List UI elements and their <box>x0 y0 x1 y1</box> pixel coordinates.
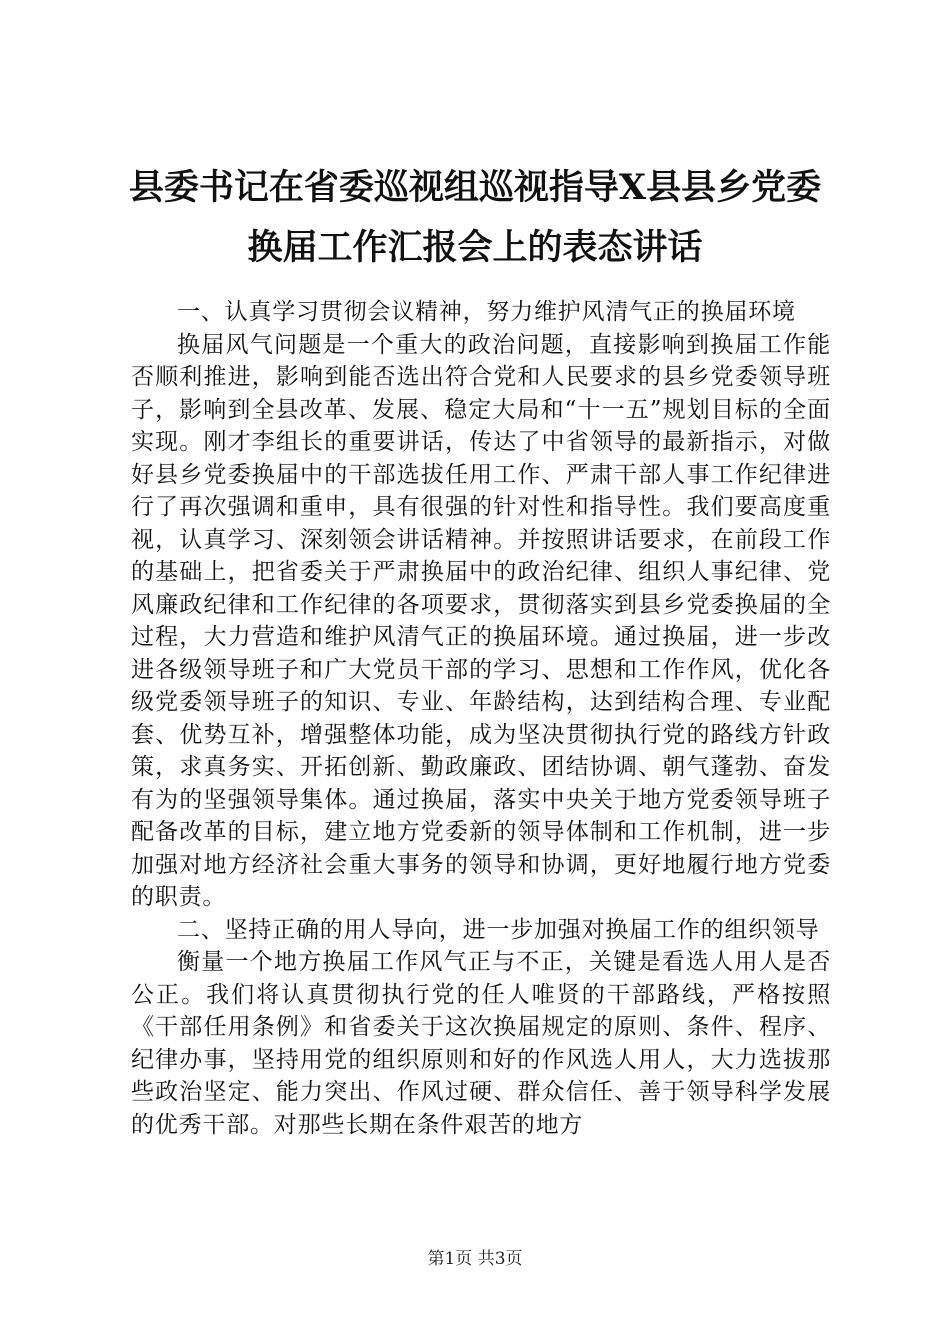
section-heading-1: 一、认真学习贯彻会议精神，努力维护风清气正的换届环境 <box>177 299 796 325</box>
document-title-line-2: 换届工作汇报会上的表态讲话 <box>247 227 703 268</box>
section-heading-2: 二、坚持正确的用人导向，进一步加强对换届工作的组织领导 <box>177 916 820 943</box>
body-paragraph-1: 换届风气问题是一个重大的政治问题，直接影响到换届工作能否顺利推进，影响到能否选出符合党和人民要求的县乡党委领导班子，影响到全县改革、发展、稳定大局和“十一五”规划目标的全面实现。刚才李组长的重要讲话，传达了中省领导的最新指示，对做好县乡党委换届中的干部选拔任用工作、严肃干部人事工作纪律进行了再次强调和重申，具有很强的针对性和指导性。我们要高度重视，认真学习、深刻领会讲话精神。并按照讲话要求，在前段工作的基础上，把省委关于严肃换届中的政治纪律、组织人事纪律、党风廉政纪律和工作纪律的各项要求，贯彻落实到县乡党委换届的全过程，大力营造和维护风清气正的换届环境。通过换届，进一步改进各级领导班子和广大党员干部的学习、思想和工作作风，优化各级党委领导班子的知识、专业、年龄结构，达到结构合理、专业配套、优势互补，增强整体功能，成为坚决贯彻执行党的路线方针政策，求真务实、开拓创新、勤政廉政、团结协调、朝气蓬勃、奋发有为的坚强领导集体。通过换届，落实中央关于地方党委领导班子配备改革的目标，建立地方党委新的领导体制和工作机制，进一步加强对地方经济社会重大事务的领导和协调，更好地履行地方党委的职责。 <box>131 331 831 910</box>
page-footer: 第1页 共3页 <box>427 1249 523 1269</box>
body-paragraph-2: 衡量一个地方换届工作风气正与不正，关键是看选人用人是否公正。我们将认真贯彻执行党的任人唯贤的干部路线，严格按照《干部任用条例》和省委关于这次换届规定的原则、条件、程序、纪律办事，坚持用党的组织原则和好的作风选人用人，大力选拔那些政治坚定、能力突出、作风过硬、群众信任、善于领导科学发展的优秀干部。对那些长期在条件艰苦的地方 <box>131 949 831 1138</box>
document-body <box>131 296 831 1141</box>
document-title-line-1: 县委书记在省委巡视组巡视指导X县县乡党委 <box>128 167 822 208</box>
